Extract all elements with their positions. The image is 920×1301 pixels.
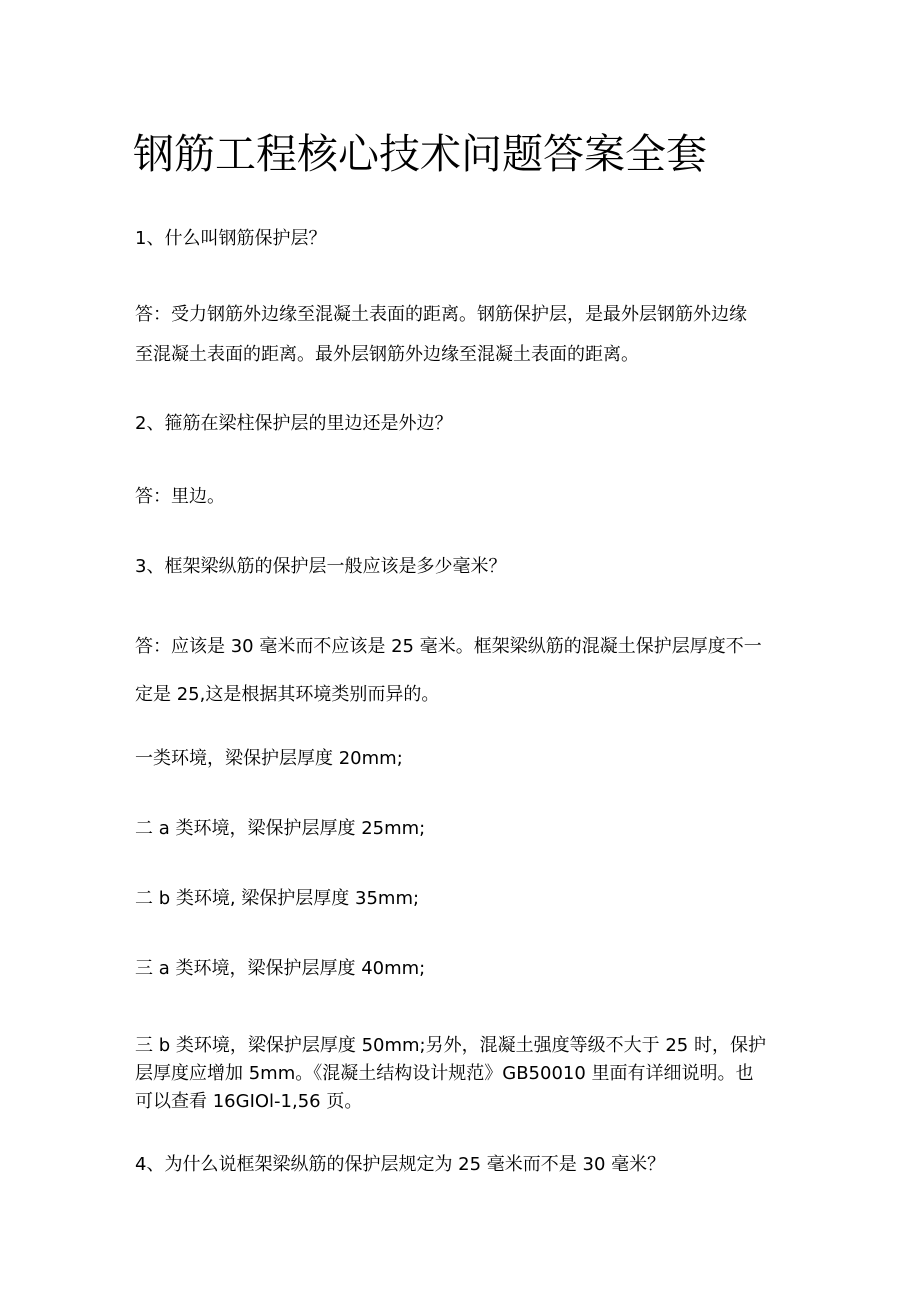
question-2-line: 2、箍筋在梁柱保护层的里边还是外边？ [135,413,453,434]
question-3 [135,554,787,580]
environment-class-3b-line-1: 三 b 类环境，梁保护层厚度 50mm;另外，混凝土强度等级不大于 25 时，保护 [135,1035,766,1056]
document-title: 钢筋工程核心技术问题答案全套 [133,130,707,178]
question-2 [135,411,787,437]
environment-class-2b [135,886,787,912]
environment-class-2a [135,816,787,842]
question-1 [135,226,787,252]
answer-1-line-1: 答：受力钢筋外边缘至混凝土表面的距离。钢筋保护层，是最外层钢筋外边缘 [135,304,747,325]
environment-class-1-line: 一类环境，梁保护层厚度 20mm; [135,748,403,769]
environment-class-2a-line: 二 a 类环境，梁保护层厚度 25mm; [135,818,426,839]
answer-1-line-2: 至混凝土表面的距离。最外层钢筋外边缘至混凝土表面的距离。 [135,344,639,365]
environment-class-3a-line: 三 a 类环境，梁保护层厚度 40mm; [135,958,426,979]
answer-3 [135,623,787,719]
question-4-line: 4、为什么说框架梁纵筋的保护层规定为 25 毫米而不是 30 毫米？ [135,1154,666,1175]
environment-class-3b-line-3: 可以查看 16GIOl-1,56 页。 [135,1091,363,1112]
environment-class-3a [135,956,787,982]
question-1-line: 1、什么叫钢筋保护层？ [135,228,327,249]
environment-class-3b [135,1032,787,1116]
environment-class-2b-line: 二 b 类环境, 梁保护层厚度 35mm; [135,888,420,909]
environment-class-3b-line-2: 层厚度应增加 5mm。《混凝土结构设计规范》GB50010 里面有详细说明。也 [135,1063,754,1084]
answer-1 [135,295,787,375]
answer-3-line-2: 定是 25,这是根据其环境类别而异的。 [135,684,440,705]
question-3-line: 3、框架梁纵筋的保护层一般应该是多少毫米？ [135,556,507,577]
answer-2 [135,484,787,510]
environment-class-1 [135,746,787,772]
answer-2-line: 答：里边。 [135,486,225,507]
question-4 [135,1152,787,1178]
answer-3-line-1: 答：应该是 30 毫米而不应该是 25 毫米。框架梁纵筋的混凝土保护层厚度不一 [135,636,762,657]
